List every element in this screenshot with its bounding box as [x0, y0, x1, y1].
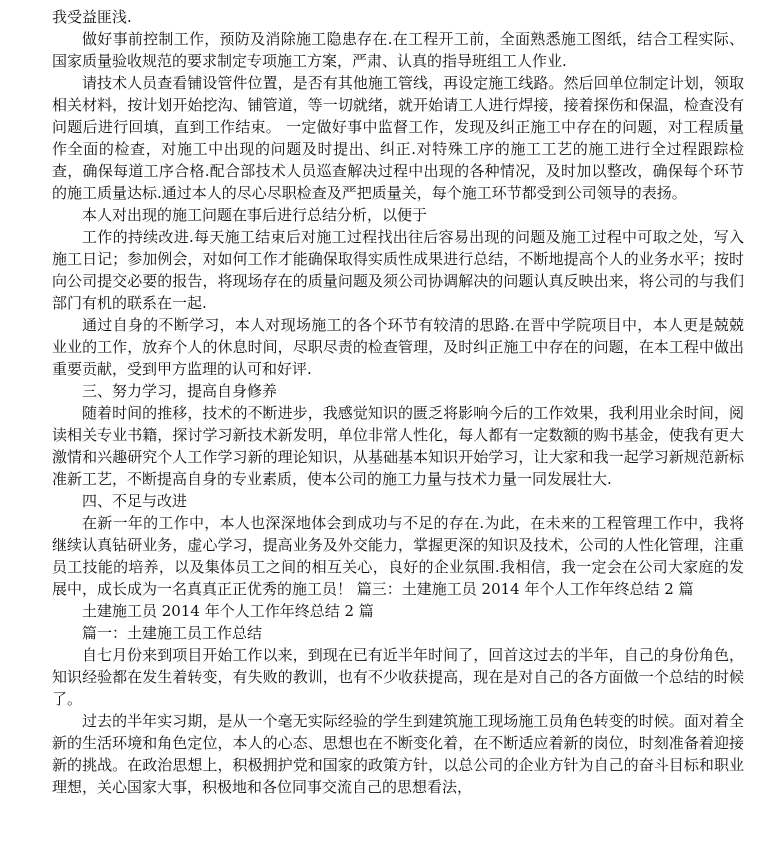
paragraph: 通过自身的不断学习，本人对现场施工的各个环节有较清的思路.在晋中学院项目中，本人更是兢兢业业的工作，放弃个人的休息时间，尽职尽责的检查管理，及时纠正施工中存在的问题，在本工程中做出重要贡献，受到甲方监理的认可和好评. [52, 316, 744, 378]
paragraph: 在新一年的工作中，本人也深深地体会到成功与不足的存在.为此，在未来的工程管理工作中，我将继续认真钻研业务，虚心学习，提高业务及外交能力，掌握更深的知识及技术，公司的人性化管理，注重员工技能的培养，以及集体员工之间的相互关心，良好的企业氛围.我相信，我一定会在公司大家庭的发展中，成长成为一名真真正正优秀的施工员！ 篇三：土建施工员 2014 年个人工作年终总结 2 篇 [52, 514, 744, 598]
section-heading: 四、不足与改进 [82, 492, 188, 510]
paragraph: 本人对出现的施工问题在事后进行总结分析，以便于 [82, 206, 428, 224]
section-heading: 篇一：土建施工员工作总结 [82, 624, 263, 642]
document-title-line: 土建施工员 2014 年个人工作年终总结 2 篇 [82, 602, 374, 620]
document-body [52, 6, 744, 798]
paragraph: 请技术人员查看铺设管件位置，是否有其他施工管线，再设定施工线路。然后回单位制定计划，领取相关材料，按计划开始挖沟、铺管道，等一切就绪，就开始请工人进行焊接，接着探伤和保温，检查没有问题后进行回填，直到工作结束。 一定做好事中监督工作，发现及纠正施工中存在的问题，对工程质量作全面的检查，对施工中出现的问题及时提出、纠正.对特殊工序的施工工艺的施工进行全过程跟踪检查，确保每道工序合格.配合部技术人员巡查解决过程中出现的各种情况，及时加以整改，确保每个环节的施工质量达标.通过本人的尽心尽职检查及严把质量关，每个施工环节都受到公司领导的表扬。 [52, 74, 744, 202]
paragraph: 过去的半年实习期，是从一个毫无实际经验的学生到建筑施工现场施工员角色转变的时候。面对着全新的生活环境和角色定位，本人的心态、思想也在不断变化着，在不断适应着新的岗位，时刻准备着迎接新的挑战。在政治思想上，积极拥护党和国家的政策方针，以总公司的企业方针为自己的奋斗目标和职业理想，关心国家大事，积极地和各位同事交流自己的思想看法， [52, 712, 744, 796]
section-heading: 三、努力学习，提高自身修养 [82, 382, 278, 400]
paragraph: 我受益匪浅. [52, 8, 132, 26]
paragraph: 自七月份来到项目开始工作以来，到现在已有近半年时间了，回首这过去的半年，自己的身份角色，知识经验都在发生着转变，有失败的教训，也有不少收获提高，现在是对自己的各方面做一个总结的时候了。 [52, 646, 744, 708]
paragraph: 工作的持续改进.每天施工结束后对施工过程找出往后容易出现的问题及施工过程中可取之处，写入施工日记；参加例会，对如何工作才能确保取得实质性成果进行总结，不断地提高个人的业务水平；按时向公司提交必要的报告，将现场存在的质量问题及须公司协调解决的问题认真反映出来，将公司的与我们部门有机的联系在一起. [52, 228, 744, 312]
paragraph: 随着时间的推移，技术的不断进步，我感觉知识的匮乏将影响今后的工作效果，我利用业余时间，阅读相关专业书籍，探讨学习新技术新发明，单位非常人性化，每人都有一定数额的购书基金，使我有更大激情和兴趣研究个人工作学习新的理论知识，从基础基本知识开始学习，让大家和我一起学习新规范新标准新工艺，不断提高自身的专业素质，使本公司的施工力量与技术力量一同发展壮大. [52, 404, 744, 488]
paragraph: 做好事前控制工作，预防及消除施工隐患存在.在工程开工前，全面熟悉施工图纸，结合工程实际、国家质量验收规范的要求制定专项施工方案，严肃、认真的指导班组工人作业. [52, 30, 744, 70]
